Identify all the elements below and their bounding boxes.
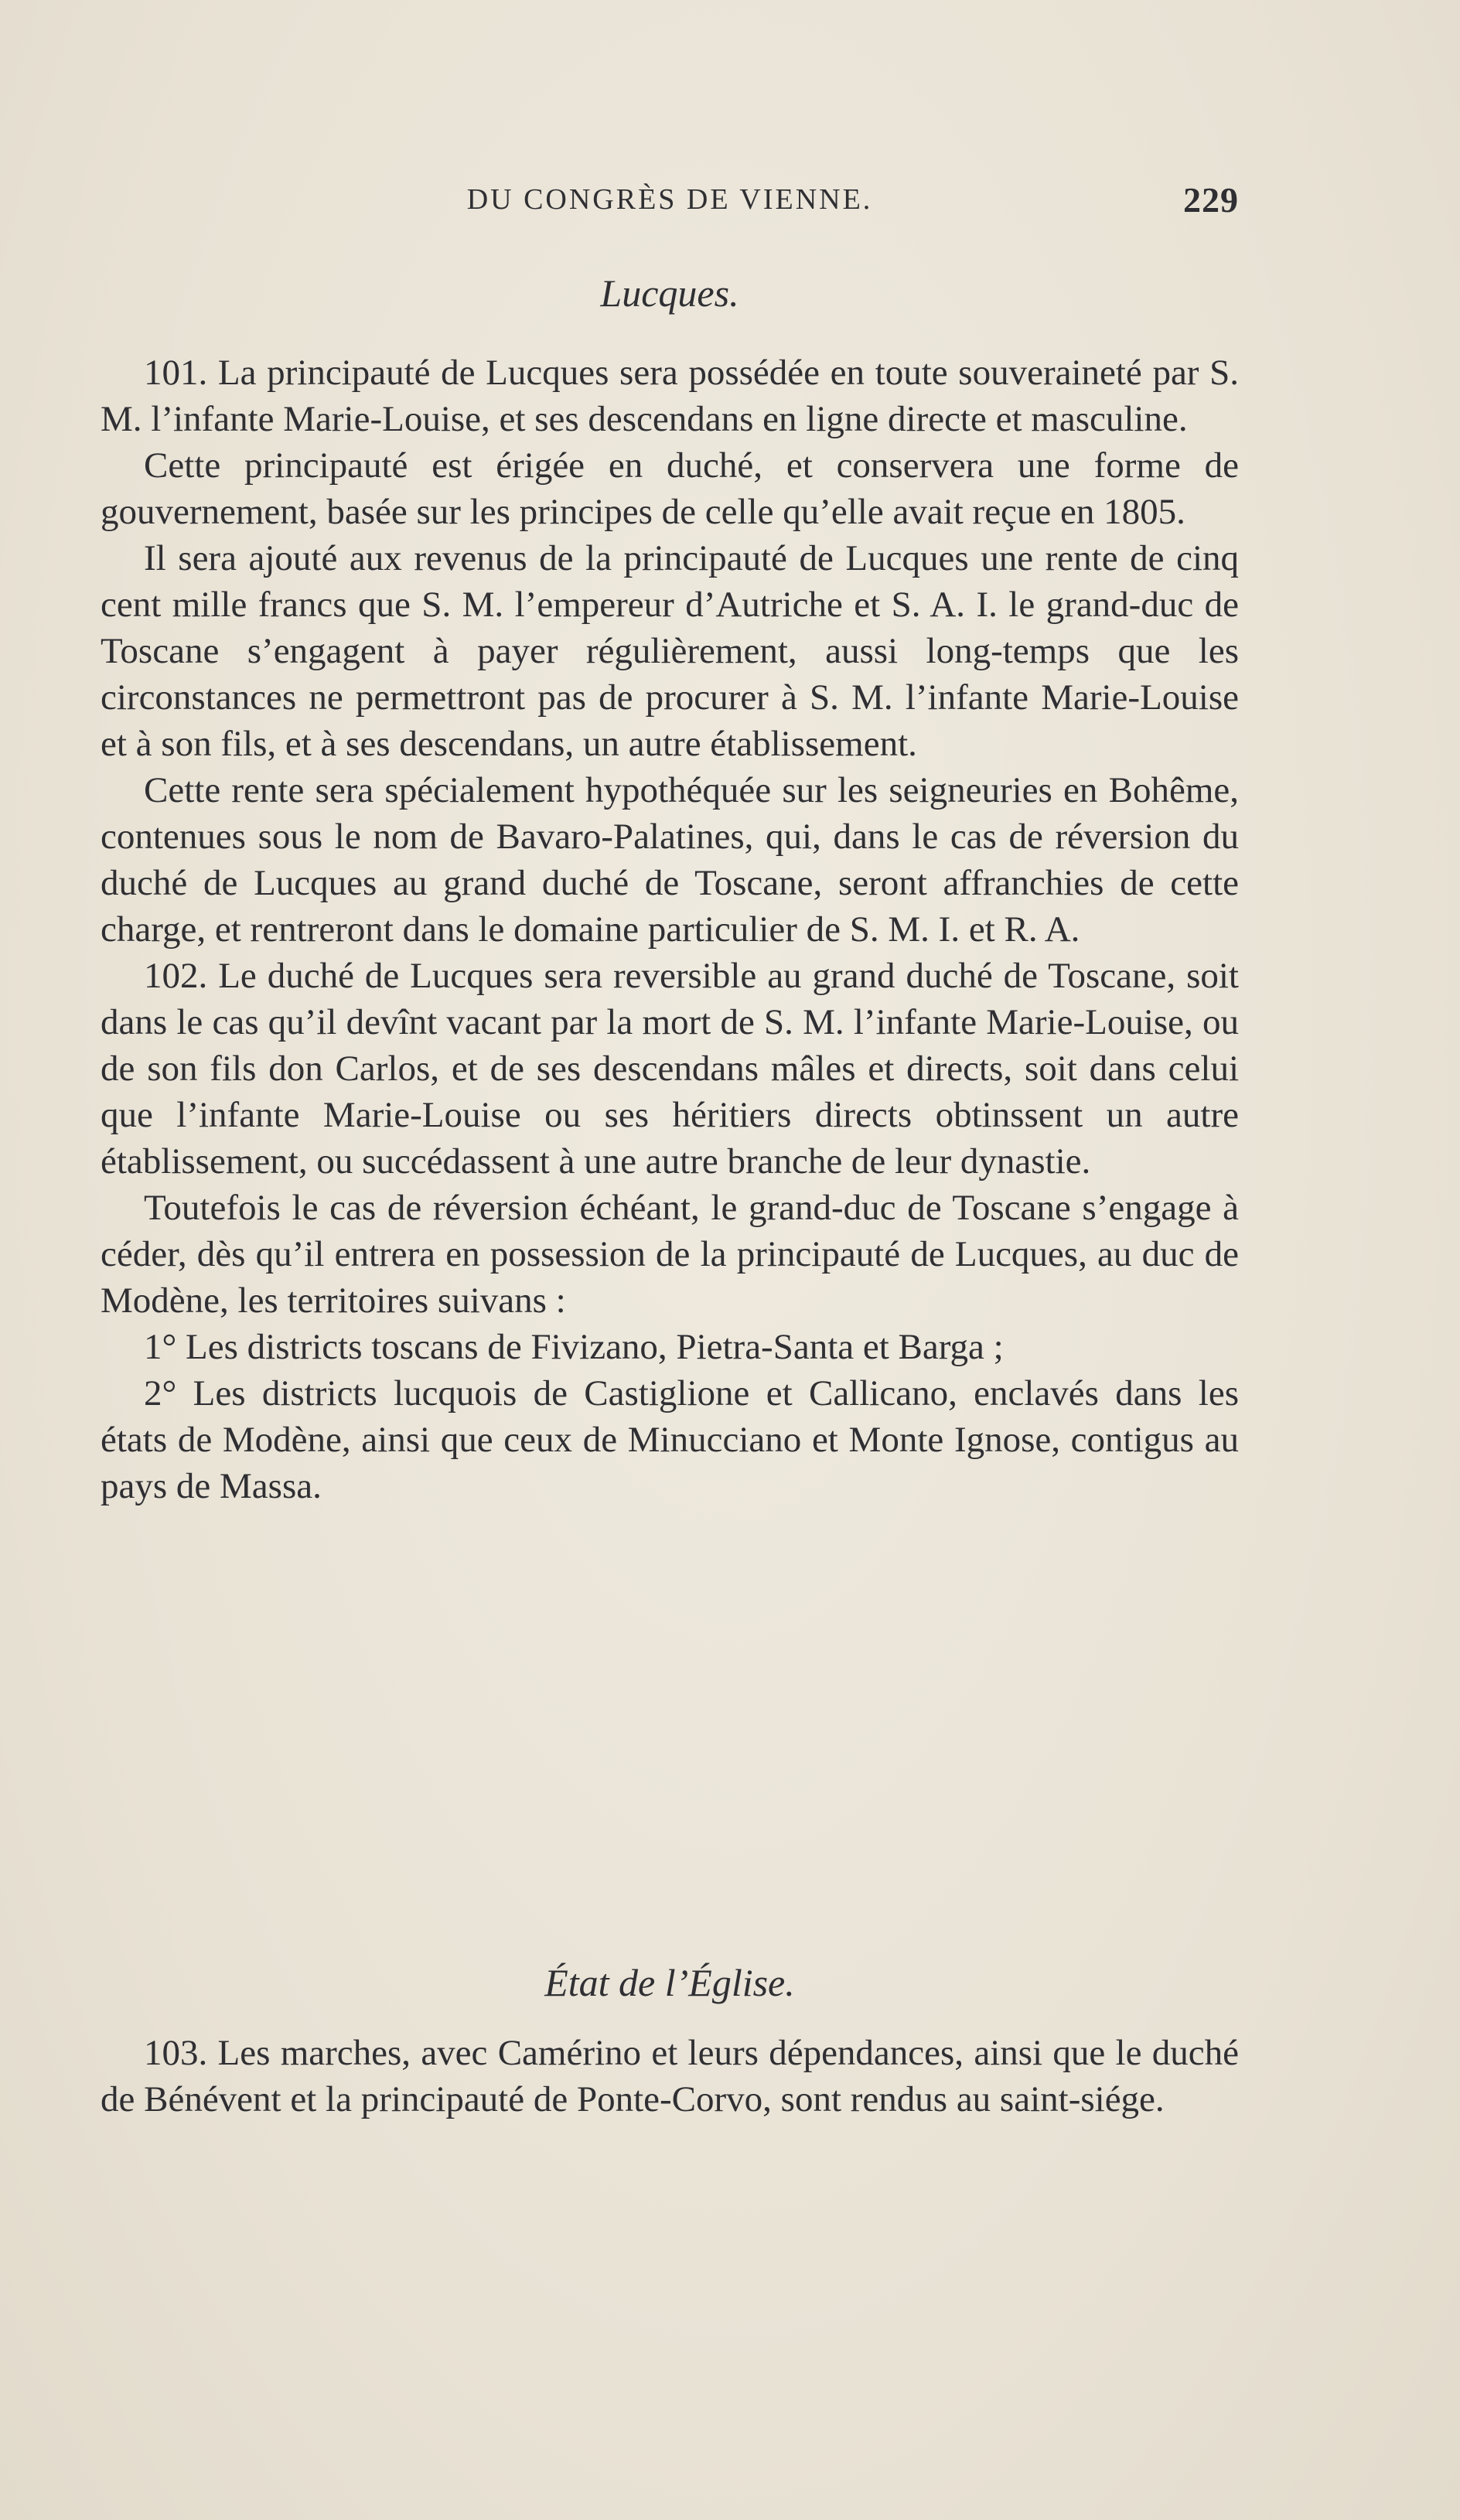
body-text-eglise xyxy=(101,2030,1239,2123)
paragraph-hypotheque: Cette rente sera spécialement hypothéquée sur les seigneuries en Bohême, contenues sous le nom de Bavaro-Palatines, qui, dans le cas de réversion du duché de Lucques au grand duché de Toscane, seront affranchies de cette charge, et rentreront dans le domaine particulier de S. M. I. et R. A. xyxy=(101,770,1239,950)
paragraph-duche: Cette principauté est érigée en duché, et conservera une forme de gouvernement, basée sur les principes de celle qu’elle avait reçue en 1805. xyxy=(101,445,1239,532)
running-head xyxy=(101,182,1239,237)
body-text-lucques xyxy=(101,350,1239,1509)
article-101: 101. La principauté de Lucques sera possédée en toute souveraineté par S. M. l’infante Marie-Louise, et ses descendans en ligne directe et masculine. xyxy=(101,353,1239,439)
running-head-title: DU CONGRÈS DE VIENNE. xyxy=(466,183,873,216)
section-title-lucques: Lucques. xyxy=(600,271,739,315)
paragraph-reversion: Toutefois le cas de réversion échéant, le grand-duc de Toscane s’engage à céder, dès qu’il entrera en possession de la principauté de Lucques, au duc de Modène, les territoires suivans : xyxy=(101,1188,1239,1321)
list-item-2: 2° Les districts lucquois de Castiglione et Callicano, enclavés dans les états de Modène, ainsi que ceux de Minucciano et Monte Ignose, contigus au pays de Massa. xyxy=(101,1373,1239,1506)
list-item-1: 1° Les districts toscans de Fivizano, Pietra-Santa et Barga ; xyxy=(144,1327,1004,1367)
paragraph-rente: Il sera ajouté aux revenus de la principauté de Lucques une rente de cinq cent mille francs que S. M. l’empereur d’Autriche et S. A. I. le grand-duc de Toscane s’engagent à payer régulièrement, aussi long-temps que les circonstances ne permettront pas de procurer à S. M. l’infante Marie-Louise et à son fils, et à ses descendans, un autre établissement. xyxy=(101,538,1239,764)
article-102: 102. Le duché de Lucques sera reversible au grand duché de Toscane, soit dans le cas qu’il devînt vacant par la mort de S. M. l’infante Marie-Louise, ou de son fils don Carlos, et de ses descendans mâles et directs, soit dans celui que l’infante Marie-Louise ou ses héritiers directs obtinssent un autre établissement, ou succédassent à une autre branche de leur dynastie. xyxy=(101,956,1239,1182)
article-103: 103. Les marches, avec Camérino et leurs dépendances, ainsi que le duché de Bénévent et la principauté de Ponte-Corvo, sont rendus au saint-siége. xyxy=(101,2033,1239,2119)
section-title-eglise: État de l’Église. xyxy=(544,1961,795,2004)
page-number: 229 xyxy=(1183,180,1239,220)
